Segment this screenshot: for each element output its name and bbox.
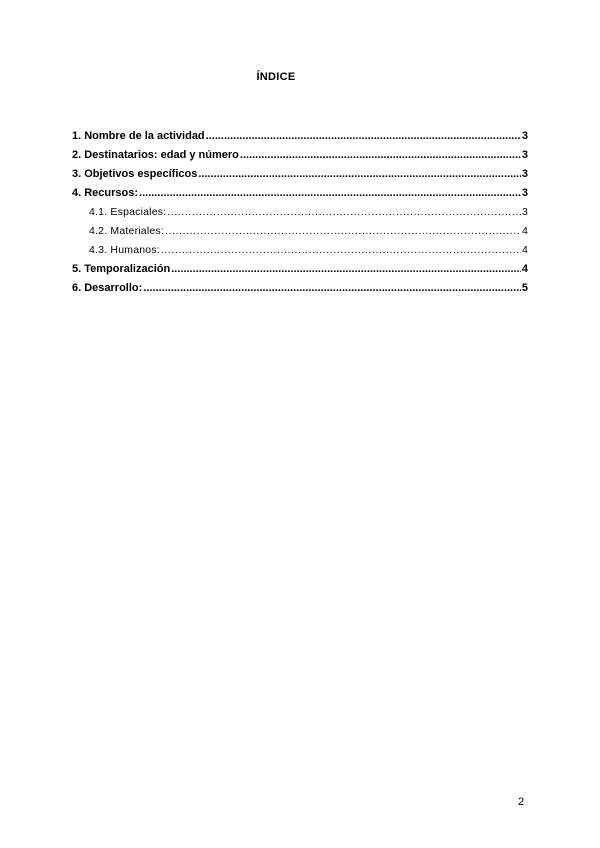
toc-entry-page: 3	[521, 168, 528, 180]
toc-entry-nombre-actividad[interactable]	[72, 127, 528, 146]
toc-entry-label: 6. Desarrollo:	[72, 282, 143, 294]
toc-dot-leader	[161, 241, 521, 260]
toc-entry-page: 5	[521, 282, 528, 294]
toc-entry-espaciales[interactable]	[72, 203, 528, 222]
toc-entry-destinatarios[interactable]	[72, 146, 528, 165]
toc-entry-label: 4.1. Espaciales:	[89, 206, 167, 218]
toc-title: ÍNDICE	[256, 71, 296, 83]
toc-entry-label: 2. Destinatarios: edad y número	[72, 149, 239, 161]
toc-entry-label: 4. Recursos:	[72, 187, 139, 199]
toc-entry-page: 3	[521, 149, 528, 161]
toc-entry-materiales[interactable]	[72, 222, 528, 241]
toc-dot-leader	[206, 127, 521, 146]
toc-dot-leader	[240, 146, 521, 165]
table-of-contents	[72, 127, 528, 298]
toc-entry-page: 3	[521, 130, 528, 142]
toc-dot-leader	[198, 165, 521, 184]
toc-entry-page: 3	[521, 187, 528, 199]
toc-entry-page: 3	[521, 206, 528, 218]
toc-entry-label: 5. Temporalización	[72, 263, 171, 275]
toc-dot-leader	[165, 222, 521, 241]
toc-entry-desarrollo[interactable]	[72, 279, 528, 298]
toc-entry-page: 4	[521, 244, 528, 256]
toc-dot-leader	[139, 184, 521, 203]
toc-dot-leader	[167, 203, 521, 222]
page-number: 2	[518, 796, 525, 808]
toc-entry-humanos[interactable]	[72, 241, 528, 260]
toc-dot-leader	[171, 260, 521, 279]
toc-entry-page: 4	[521, 225, 528, 237]
toc-entry-recursos[interactable]	[72, 184, 528, 203]
toc-entry-page: 4	[521, 263, 528, 275]
toc-entry-label: 1. Nombre de la actividad	[72, 130, 205, 142]
toc-entry-temporalizacion[interactable]	[72, 260, 528, 279]
toc-dot-leader	[143, 279, 521, 298]
toc-entry-objetivos[interactable]	[72, 165, 528, 184]
toc-entry-label: 4.3. Humanos:	[89, 244, 160, 256]
toc-entry-label: 4.2. Materiales:	[89, 225, 164, 237]
toc-entry-label: 3. Objetivos específicos	[72, 168, 198, 180]
